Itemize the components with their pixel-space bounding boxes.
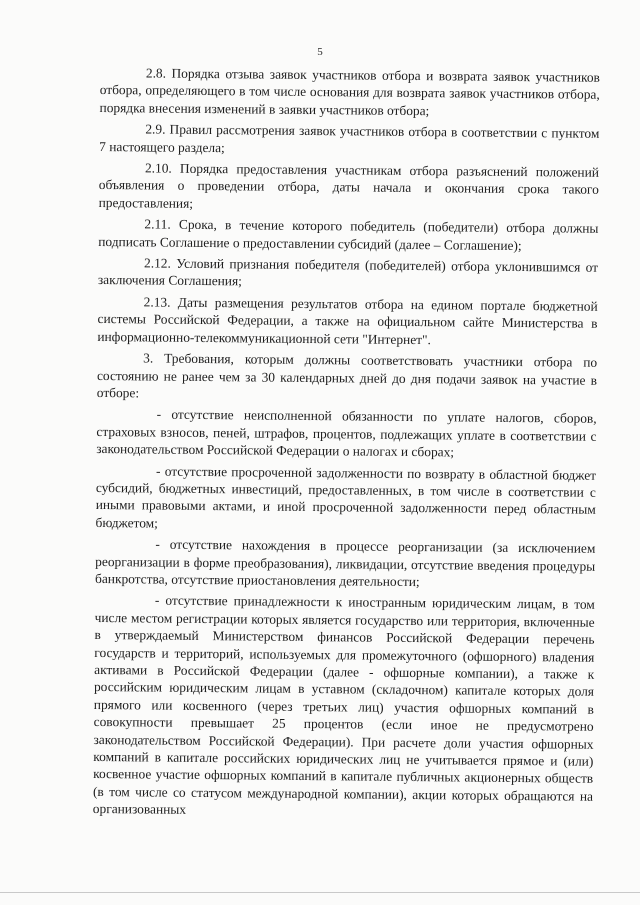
page-number: 5 [317,46,323,58]
paragraph-2-9: 2.9. Правил рассмотрения заявок участников отбора в соответствии с пунктом 7 настоящего раздела; [99,121,600,155]
paragraph-2-12: 2.12. Условий признания победителя (победителей) отбора уклонившимся от заключения Соглашения; [97,255,599,289]
paragraph-3-requirements: 3. Требования, которым должны соответствовать участники отбора по состоянию не ранее чем за 30 календарных дней до дня подачи заявок на участие в отборе: [96,350,598,401]
requirement-budget-debt: - отсутствие просроченной задолженности по возврату в областной бюджет субсидий, бюджетных инвестиций, предоставленных, в том числе в соответствии с иными правовыми актами, и иной просроченной задолженности перед областным бюджетом; [95,463,597,531]
paragraph-2-11: 2.11. Срока, в течение которого победитель (победители) отбора должны подписать Соглашение о предоставлении субсидий (далее – Соглашение); [98,216,599,253]
requirement-taxes: - отсутствие неисполненной обязанности по уплате налогов, сборов, страховых взносов, пеней, штрафов, процентов, подлежащих уплате в соответствии с законодательством Российской Федерации о налогах и сборах; [96,406,597,460]
paragraph-2-13: 2.13. Даты размещения результатов отбора на едином портале бюджетной системы Российской Федерации, а также на официальном сайте Министерства в информационно-телекоммуникационной сети "Интернет". [97,294,598,347]
scan-edge-line [0,892,640,893]
paragraph-2-8: 2.8. Порядка отзыва заявок участников отбора и возврата заявок участников отбора, определяющего в том числе основания для возврата заявок участников отбора, порядка внесения изменений в заявки участников отбора; [99,65,600,118]
paragraph-2-10: 2.10. Порядка предоставления участникам отбора разъяснений положений объявления о проведении отбора, даты начала и окончания срока такого предоставления; [98,160,600,211]
document-body [93,64,600,826]
requirement-offshore: - отсутствие принадлежности к иностранным юридическим лицам, в том числе местом регистрации которых является государство или территория, включенные в утверждаемый Министерством финансов Российской Федерации перечень государств и территорий, используемых для промежуточного (офшорного) владения активами в Российской Федерации (далее - офшорные компании), а также к российским юридическим лицам в уставном (складочном) капитале которых доля прямого или косвенного (через третьих лиц) участия офшорных компаний в совокупности превышает 25 процентов (если иное не предусмотрено законодательством Российской Федерации). При расчете доли участия офшорных компаний в капитале российских юридических лиц не учитывается прямое и (или) косвенное участие офшорных компаний в капитале публичных акционерных обществ (в том числе со статусом международной компании), акции которых обращаются на организованных [92,592,595,818]
requirement-reorganization: - отсутствие нахождения в процессе реорганизации (за исключением реорганизации в форме преобразования), ликвидации, отсутствие введения процедуры банкротства, отсутствие приостановления деятельности; [94,536,596,590]
